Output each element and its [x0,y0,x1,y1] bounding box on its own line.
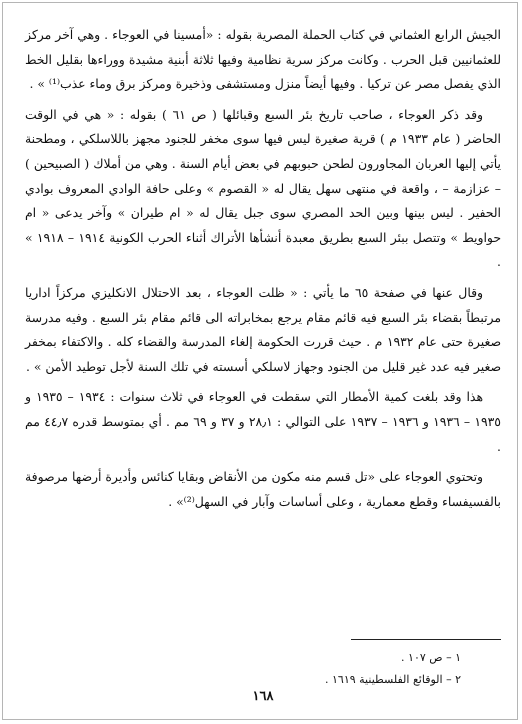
paragraph-4: هذا وقد بلغت كمية الأمطار التي سقطت في العوجاء في ثلاث سنوات : ١٩٣٤ – ١٩٣٥ و ١٩٣٥ – ١٩٣٦ و ١٩٣٦ – ١٩٣٧ على التوالي : ٢٨٫١ و ٣٧ و ٦٩ مم . أي بمتوسط قدره ٤٤٫٧ مم . [25,389,501,454]
scan-frame [2,2,518,720]
paragraph-1: الجيش الرابع العثماني في كتاب الحملة المصرية بقوله : «أمسينا في العوجاء . وهي آخر مركز للعثمانيين قبل الحرب . وكانت مركز سرية نظامية وفيها ثلاثة أبنية مشيدة ووراءها بقليل الخط الذي يفصل مصر عن تركيا . وفيها أيضاً منزل ومستشفى وذخيرة ومركز برق وماء عذب⁽¹⁾ » . [25,27,501,92]
paragraph-3: وقال عنها في صفحة ٦٥ ما يأتي : « ظلت العوجاء ، بعد الاحتلال الانكليزي مركزاً اداريا مرتبطاً بقضاء بئر السبع فيه قائم مقام يرجع بمخابراته الى قائم مقام بئر السبع . وفيه مدرسة صغيرة حتى عام ١٩٣٢ م . حيث قررت الحكومة إلغاء المدرسة والقضاء كله . والاكتفاء بمخفر صغير فيه عدد غير قليل من الجنود وجهاز لاسلكي أسسته في تلك السنة لأجل توطيد الأمن » . [25,284,502,374]
paragraph-5: وتحتوي العوجاء على «تل قسم منه مكون من الأنقاض وبقايا كنائس وأديرة أرضها مرصوفة بالفسيفساء وقطع معمارية ، وعلى أساسات وآبار في السهل⁽²⁾» . [25,469,501,509]
book-page [25,23,501,713]
footnote-1: ١ – ص ١٠٧ . [401,651,461,664]
footnote-2: ٢ – الوقائع الفلسطينية ١٦١٩ . [325,673,461,686]
paragraph-2: وقد ذكر العوجاء ، صاحب تاريخ بئر السبع وقبائلها ( ص ٦١ ) بقوله : « هي في الوقت الحاضر ( عام ١٩٣٣ م ) قرية صغيرة ليس فيها سوى مخفر للجنود مجهز باللاسلكي ، ومطحنة يأتي إليها العربان المجاورون لطحن حبوبهم في بعض أيام السنة . وهي من أملاك ( الصبيحين ) – عزازمة – ، واقعة في منتهى سهل يقال له « القصوم » وعلى حافة الوادي المعروف بوادي الحفير . ليس بينها وبين الحد المصري سوى جبل يقال له « ام طيران » وآخر يدعى « ام حواويط » وتتصل ببئر السبع بطريق معبدة أنشأها الأتراك أثناء الحرب الكونية ١٩١٤ – ١٩١٨ » . [25,106,502,270]
footnote-divider [351,639,501,640]
page-number: ١٦٨ [252,689,274,704]
footnotes [41,647,461,691]
